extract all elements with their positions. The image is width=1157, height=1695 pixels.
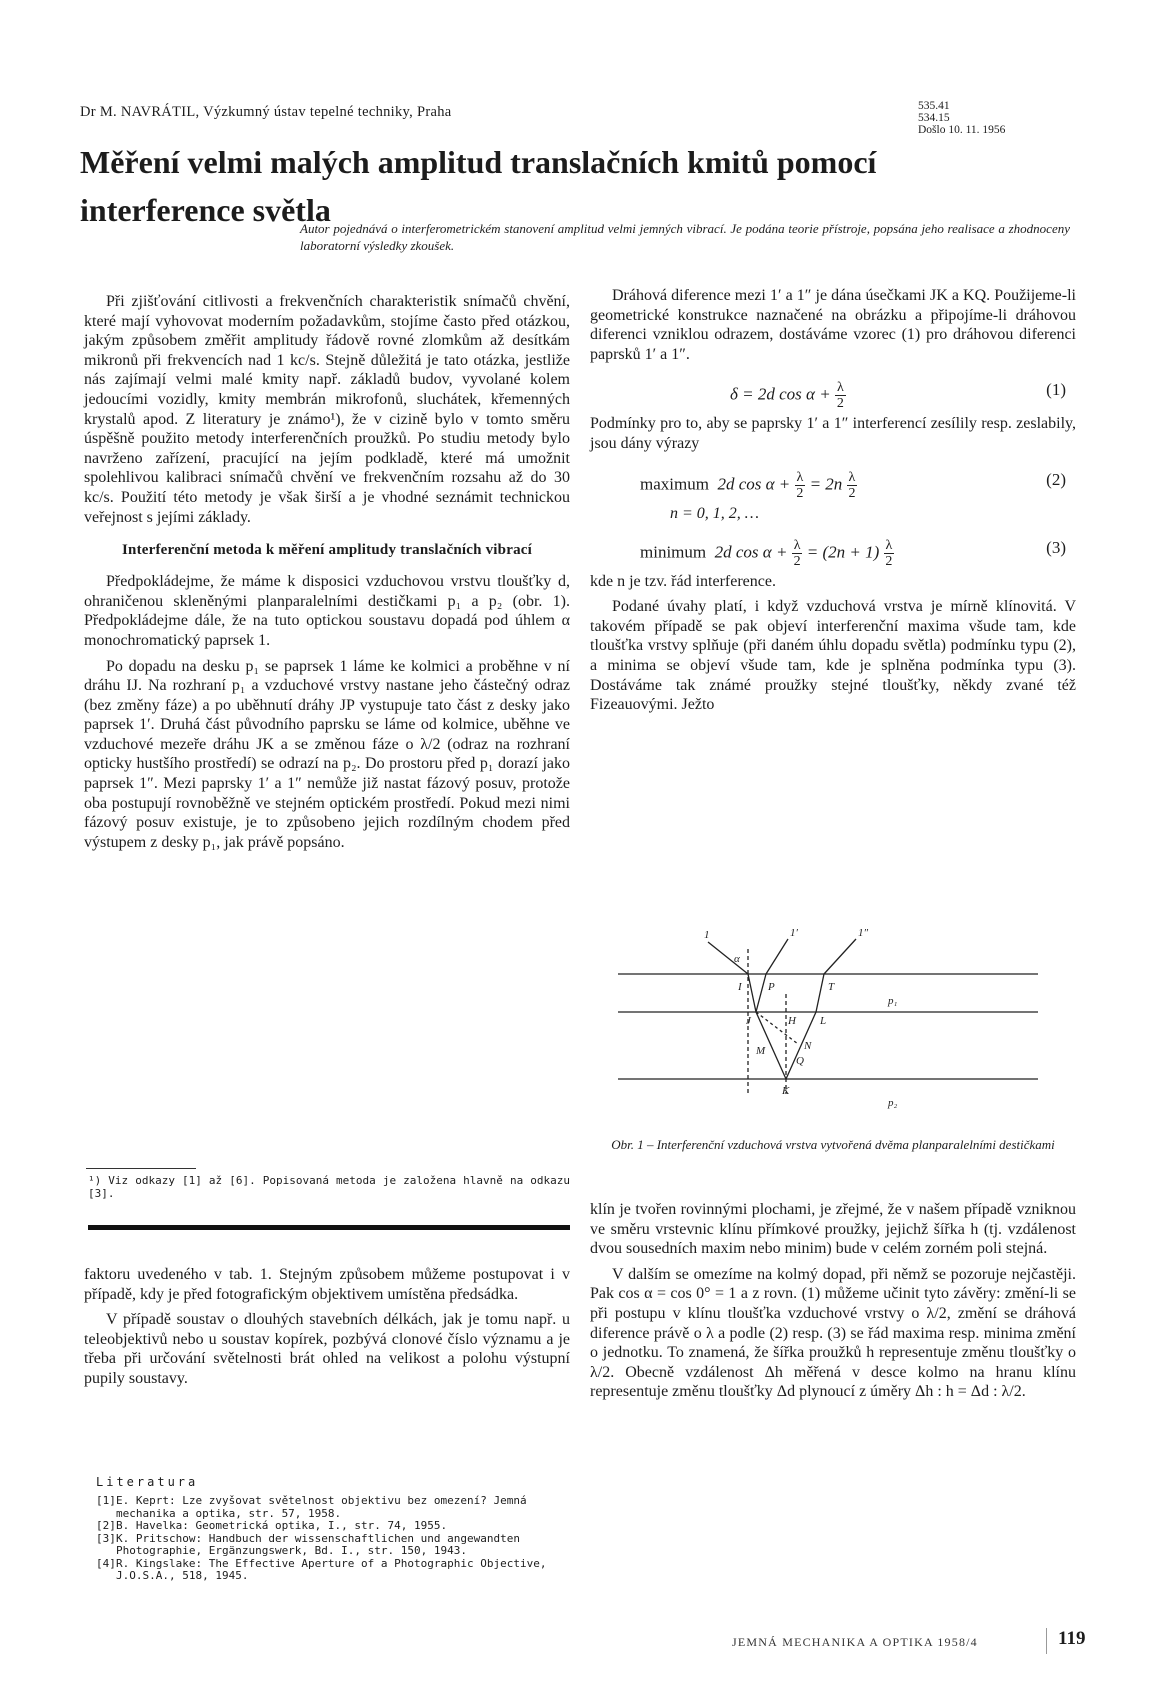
- label-ray-1pp: 1″: [858, 927, 869, 939]
- paragraph: kde n je tzv. řád interference.: [590, 572, 776, 590]
- paragraph: Po dopadu na desku p₁ se paprsek 1 láme ke kolmici a proběhne v ní dráhu IJ. Na rozhraní p₁ a vzduchové vrstvy nastane jeho částečný odraz (bez změny fáze) a po uběhnutí dráhy JP vystupuje tato část z desky jako paprsek 1′. Druhá část původního paprsku se láme od kolmice, uběhne ve vzduchové mezeře dráhu JK a se změnou fáze o λ/2 (odraz na rozhraní opticky hustšího prostředí) se odrazí na p₂. Do prostoru před p₁ dorazí jako paprsek 1″. Mezi paprsky 1′ a 1″ nemůže již nastat fázový posuv, protože oba postupují rovnoběžně ve stejném optickém prostředí. Pokud mezi nimi fázový posuv existuje, je to způsobeno jejich rozdílným chodem před výstupem z desky p₁, jak právě popsáno.: [84, 657, 570, 851]
- footer-divider: [1046, 1628, 1047, 1654]
- label-T: T: [828, 981, 835, 993]
- section-divider: [88, 1225, 570, 1230]
- reference-item: [2] B. Havelka: Geometrická optika, I., str. 74, 1955.: [96, 1519, 448, 1532]
- equation-number: (3): [1046, 537, 1066, 557]
- label-Q: Q: [796, 1055, 804, 1067]
- reflected-ray-1pp: [824, 939, 856, 974]
- label-ray-1: 1: [704, 929, 710, 941]
- section-heading: Interferenční metoda k měření amplitudy translačních vibrací: [121, 542, 533, 559]
- reference-item: [4] R. Kingslake: The Effective Aperture of a Photographic Objective, J.O.S.A., 518, 1945.: [96, 1556, 547, 1582]
- left-column: [84, 292, 570, 858]
- reference-item: [3] K. Pritschow: Handbuch der wissenschaftlichen und angewandten Photographie, Ergänzungswerk, Bd. I., str. 150, 1943.: [96, 1531, 520, 1557]
- classification-block: [918, 100, 1005, 136]
- paragraph: Dráhová diference mezi 1′ a 1″ je dána úsečkami JK a KQ. Použijeme-li geometrické konstrukce naznačené na obrázku a připojíme-li dráhovou diferenci vzniklou odrazem, dostáváme vzorec (1) pro dráhovou diferenci paprsků 1′ a 1″.: [590, 287, 1076, 363]
- left-column-continued: [84, 1265, 570, 1395]
- udc-code-1: 535.41: [918, 100, 950, 112]
- label-alpha: α: [734, 953, 740, 965]
- footnote-rule: [86, 1168, 196, 1169]
- equation-2: maximum 2d cos α + $\frac{\lambda}{2}$ = 2n $\frac{\lambda}{2}$ (2): [640, 469, 1066, 501]
- reflected-ray-1p: [766, 939, 788, 974]
- label-L: L: [820, 1015, 827, 1027]
- udc-code-2: 534.15: [918, 112, 950, 124]
- page-number: 119: [1058, 1628, 1086, 1649]
- label-p1: p₁: [888, 995, 898, 1007]
- right-column: [590, 286, 1076, 721]
- label-J: J: [746, 1015, 751, 1027]
- right-column-continued: [590, 1200, 1076, 1408]
- received-date: Došlo 10. 11. 1956: [918, 124, 1006, 136]
- label-I: I: [738, 981, 742, 993]
- label-H: H: [788, 1015, 796, 1027]
- article-title: Měření velmi malých amplitud translačních kmitů pomocí interference světla: [80, 144, 877, 228]
- figure-caption: Obr. 1 – Interferenční vzduchová vrstva vytvořená dvěma planparalelními destičkami: [611, 1137, 1055, 1152]
- equation-number: (2): [1046, 469, 1066, 489]
- label-M: M: [756, 1045, 766, 1057]
- paragraph: V dalším se omezíme na kolmý dopad, při němž se pozoruje nejčastěji. Pak cos α = cos 0° = 1 a z rovn. (1) můžeme učinit tyto závěry: změní-li se při postupu v klínu tloušťka vzduchové vrstvy o λ/2, změní se dráhová diference právě o λ a podle (2) resp. (3) se řád maxima resp. minima změní o jednotku. To znamená, že šířka proužků h representuje změnu tloušťky o λ/2. Obecně vzdálenost Δh měřená v desce kolmo na hranu klínu representuje změnu tloušťky Δd plynoucí z úměry Δh : h = Δd : λ/2.: [590, 1265, 1076, 1401]
- incident-ray: [708, 942, 748, 974]
- reference-list: [96, 1495, 576, 1583]
- figure-drawing: [598, 894, 1068, 1134]
- journal-footer: JEMNÁ MECHANIKA A OPTIKA 1958/4: [732, 1635, 978, 1649]
- equation-1: δ = 2d cos α + $\frac{\lambda}{2}$ (1): [730, 380, 1066, 412]
- reference-item: [1] E. Keprt: Lze zvyšovat světelnost objektivu bez omezení? Jemná mechanika a optika, str. 57, 1958.: [96, 1494, 527, 1520]
- n-values: n = 0, 1, 2, …: [670, 504, 760, 522]
- paragraph: Při zjišťování citlivosti a frekvenčních charakteristik snímačů chvění, které mají vyhovovat moderním požadavkům, stojíme často před otázkou, jakým způsobem změřit amplitudy řádově rovné zlomkům až desítkám mikronů při frekvencích nad 1 kc/s. Stejně důležitá je tato otázka, jestliže nás zajímají velmi malé kmity např. základů budov, vyvolané kolem jedoucími vozidly, kmity membrán mikrofonů, sluchátek, křemenných krystalů apod. Z literatury je známo¹), že v cizině bylo v tomto směru úspěšně použito metody interferenčních proužků. Po studiu metody bylo navrženo zařízení, pracující na jejím podkladě, které má umožnit spolehlivou kalibraci snímačů chvění ve frekvenčním rozsahu až do 30 kc/s. Použití této metody je však širší a je vhodné seznámit technickou veřejnost s jejími základy.: [84, 293, 570, 526]
- label-K: K: [782, 1085, 790, 1097]
- label-ray-1p: 1′: [790, 927, 798, 939]
- literature-heading: Literatura: [96, 1475, 199, 1489]
- paragraph: klín je tvořen rovinnými plochami, je zřejmé, že v našem případě vzniknou ve směru vrstevnic klínu přímkové proužky, jejichž šířka h (tj. vzdálenost dvou sousedních maxim nebo minim) bude v celém zorném poli stejná.: [590, 1201, 1076, 1258]
- paragraph: Podmínky pro to, aby se paprsky 1′ a 1″ interferencí zesílily resp. zeslabily, jsou dány výrazy: [590, 415, 1076, 452]
- equation-number: (1): [1046, 380, 1066, 400]
- paragraph: faktoru uvedeného v tab. 1. Stejným způsobem můžeme postupovat i v případě, kdy je před fotografickým objektivem umístěna předsádka.: [84, 1266, 570, 1303]
- interference-figure: [598, 894, 1068, 1134]
- paragraph: Podané úvahy platí, i když vzduchová vrstva je mírně klínovitá. V takovém případě se pak objeví interferenční maxima všude tam, kde tloušťka vrstvy splňuje (při daném úhlu dopadu světla) podmínku typu (2), a minima se objeví všude tam, kde je splněna podmínka typu (3). Dostáváme tak známé proužky stejné tloušťky, někdy zvané též Fizeauovými. Ježto: [590, 598, 1076, 714]
- paragraph: Předpokládejme, že máme k disposici vzduchovou vrstvu tloušťky d, ohraničenou skleněnými planparalelními destičkami p₁ a p₂ (obr. 1). Předpokládejme dále, že na tuto optickou soustavu dopadá pod úhlem α monochromatický paprsek 1.: [84, 573, 570, 649]
- label-P: P: [768, 981, 775, 993]
- equation-3: minimum 2d cos α + $\frac{\lambda}{2}$ = (2n + 1) $\frac{\lambda}{2}$ (3): [640, 537, 1066, 569]
- label-N: N: [804, 1040, 812, 1052]
- author-line: Dr M. NAVRÁTIL, Výzkumný ústav tepelné techniky, Praha: [80, 104, 452, 120]
- abstract: Autor pojednává o interferometrickém stanovení amplitud velmi jemných vibrací. Je podána teorie přístroje, popsána jeho realisace a zhodnoceny laboratorní výsledky zkoušek.: [300, 221, 1070, 253]
- label-p2: p₂: [888, 1097, 898, 1109]
- paragraph: V případě soustav o dlouhých stavebních délkách, jak je tomu např. u teleobjektivů nebo u soustav kopírek, pozbývá clonové číslo významu a je třeba při určování světelnosti brát ohled na velikost a polohu výstupní pupily soustavy.: [84, 1311, 570, 1387]
- footnote: ¹) Viz odkazy [1] až [6]. Popisovaná metoda je založena hlavně na odkazu [3].: [88, 1174, 570, 1200]
